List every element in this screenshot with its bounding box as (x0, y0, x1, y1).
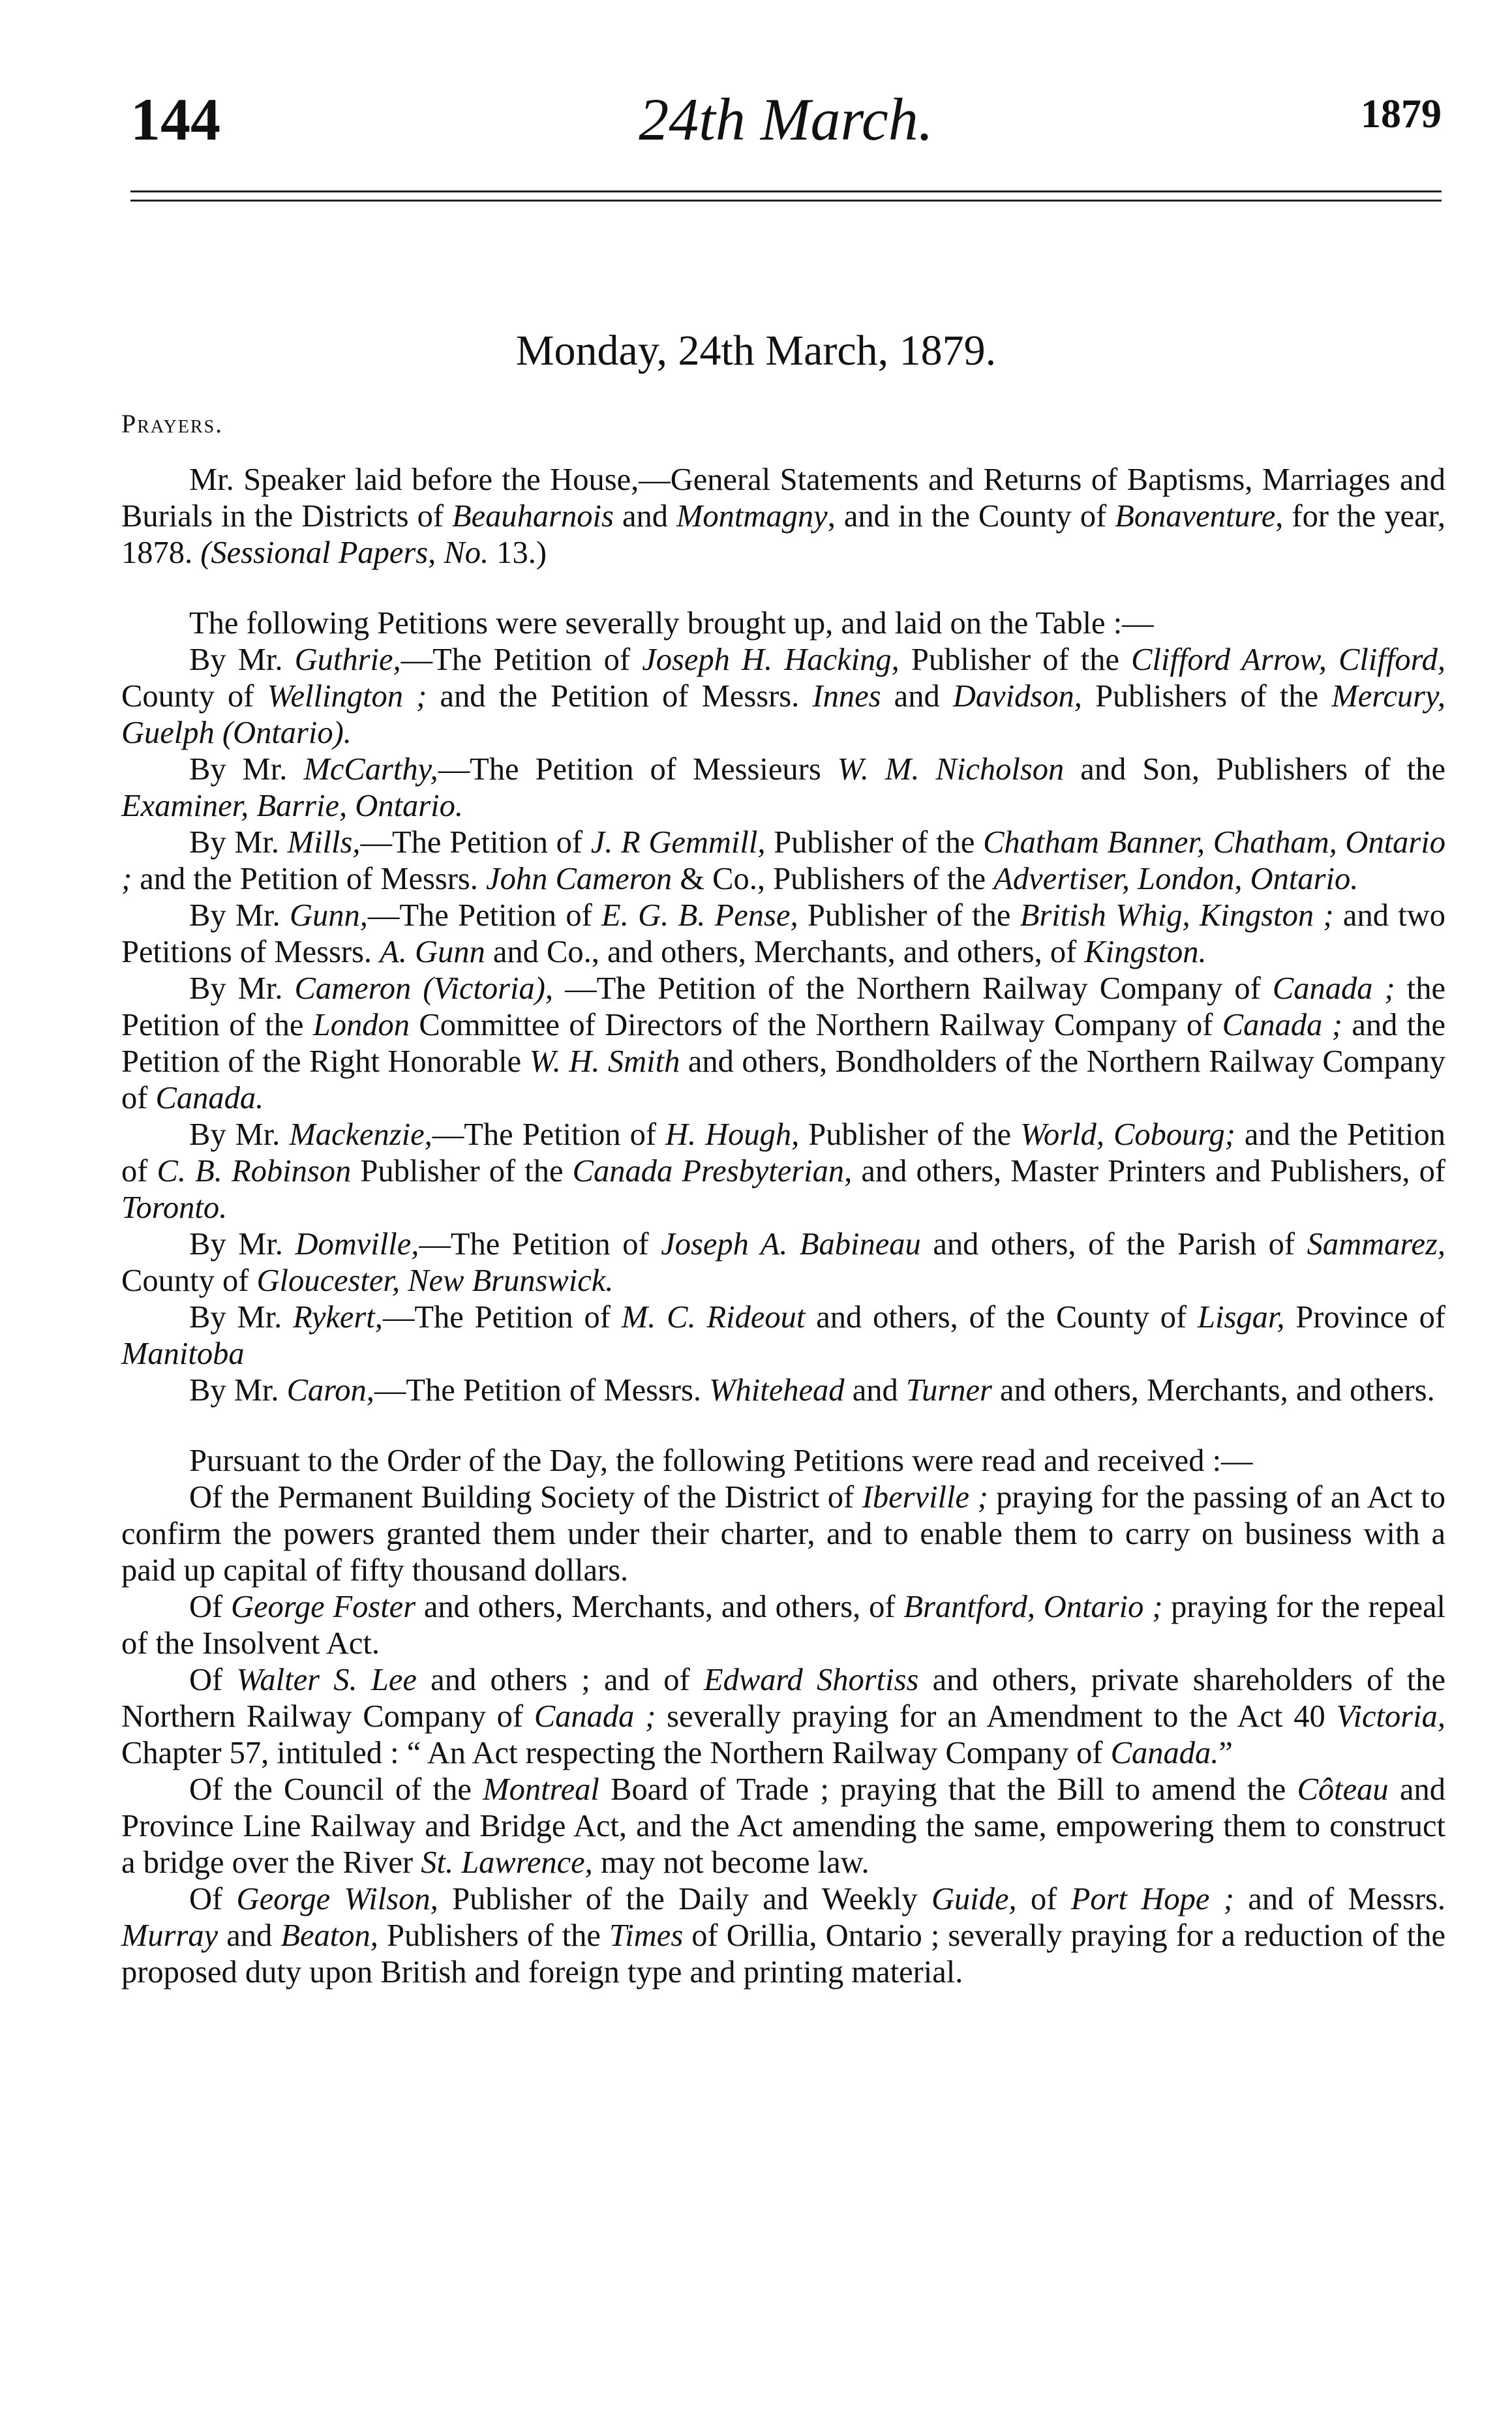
petition-entry: By Mr. Domville,—The Petition of Joseph A. Babineau and others, of the Parish of Sammarez, County of Gloucester, New Brunswick. (121, 1227, 1446, 1298)
journal-body (121, 462, 1445, 1991)
received-petition: Of George Foster and others, Merchants, and others, of Brantford, Ontario ; praying for the repeal of the Insolvent Act. (121, 1590, 1445, 1661)
petition-entry: By Mr. Guthrie,—The Petition of Joseph H. Hacking, Publisher of the Clifford Arrow, Clifford, County of Wellington ; and the Petition of Messrs. Innes and Davidson, Publishers of the Mercury, Guelph (Ontario). (121, 643, 1446, 750)
speaker-paragraph: Mr. Speaker laid before the House,—General Statements and Returns of Baptisms, Marriages and Burials in the Districts of Beauharnois and Montmagny, and in the County of Bonaventure, for the year, 1878. (Sessional Papers, No. 13.) (121, 462, 1445, 570)
received-intro: Pursuant to the Order of the Day, the following Petitions were read and received :— (189, 1444, 1253, 1478)
petition-entry: By Mr. Mackenzie,—The Petition of H. Hough, Publisher of the World, Cobourg; and the Petition of C. B. Robinson Publisher of the Canada Presbyterian, and others, Master Printers and Publishers, of Toronto. (121, 1117, 1446, 1225)
received-petition: Of George Wilson, Publisher of the Daily and Weekly Guide, of Port Hope ; and of Messrs. Murray and Beaton, Publishers of the Times of Orillia, Ontario ; severally praying for a reduction of the proposed duty upon British and foreign type and printing material. (121, 1882, 1446, 1989)
petition-entry: By Mr. Mills,—The Petition of J. R Gemmill, Publisher of the Chatham Banner, Chatham, Ontario ; and the Petition of Messrs. John Cameron & Co., Publishers of the Advertiser, London, Ontario. (121, 825, 1446, 896)
header-rule-bottom (130, 200, 1442, 202)
received-petition: Of the Permanent Building Society of the District of Iberville ; praying for the passing of an Act to confirm the powers granted them under their charter, and to enable them to carry on business with a paid up capital of fifty thousand dollars. (121, 1480, 1445, 1588)
petitions-intro: The following Petitions were severally brought up, and laid on the Table :— (189, 606, 1154, 641)
running-head-date: 24th March. (639, 86, 933, 153)
page-header (130, 85, 1442, 157)
petition-entry: By Mr. Gunn,—The Petition of E. G. B. Pense, Publisher of the British Whig, Kingston ; and two Petitions of Messrs. A. Gunn and Co., and others, Merchants, and others, of Kingston. (121, 898, 1446, 969)
petition-entry: By Mr. McCarthy,—The Petition of Messieurs W. M. Nicholson and Son, Publishers of the Examiner, Barrie, Ontario. (121, 752, 1445, 823)
header-rule-top (130, 190, 1442, 192)
received-petition: Of the Council of the Montreal Board of Trade ; praying that the Bill to amend the Côteau and Province Line Railway and Bridge Act, and the Act amending the same, empowering them to construct a bridge over the River St. Lawrence, may not become law. (121, 1772, 1446, 1880)
prayers-heading: Prayers. (121, 409, 224, 438)
petition-entry: By Mr. Rykert,—The Petition of M. C. Rideout and others, of the County of Lisgar, Province of Manitoba (121, 1300, 1446, 1371)
page-number: 144 (130, 86, 220, 153)
petition-entry: By Mr. Caron,—The Petition of Messrs. Whitehead and Turner and others, Merchants, and others. (189, 1373, 1435, 1408)
received-petition: Of Walter S. Lee and others ; and of Edward Shortiss and others, private shareholders of the Northern Railway Company of Canada ; severally praying for an Amendment to the Act 40 Victoria, Chapter 57, intituled : “ An Act respecting the Northern Railway Company of Canada.” (121, 1663, 1445, 1770)
petition-entry: By Mr. Cameron (Victoria), —The Petition of the Northern Railway Company of Canada ; the Petition of the London Committee of Directors of the Northern Railway Company of Canada ; and the Petition of the Right Honorable W. H. Smith and others, Bondholders of the Northern Railway Company of Canada. (121, 971, 1446, 1115)
sitting-date-title: Monday, 24th March, 1879. (515, 327, 997, 374)
running-head-year: 1879 (1361, 92, 1442, 136)
